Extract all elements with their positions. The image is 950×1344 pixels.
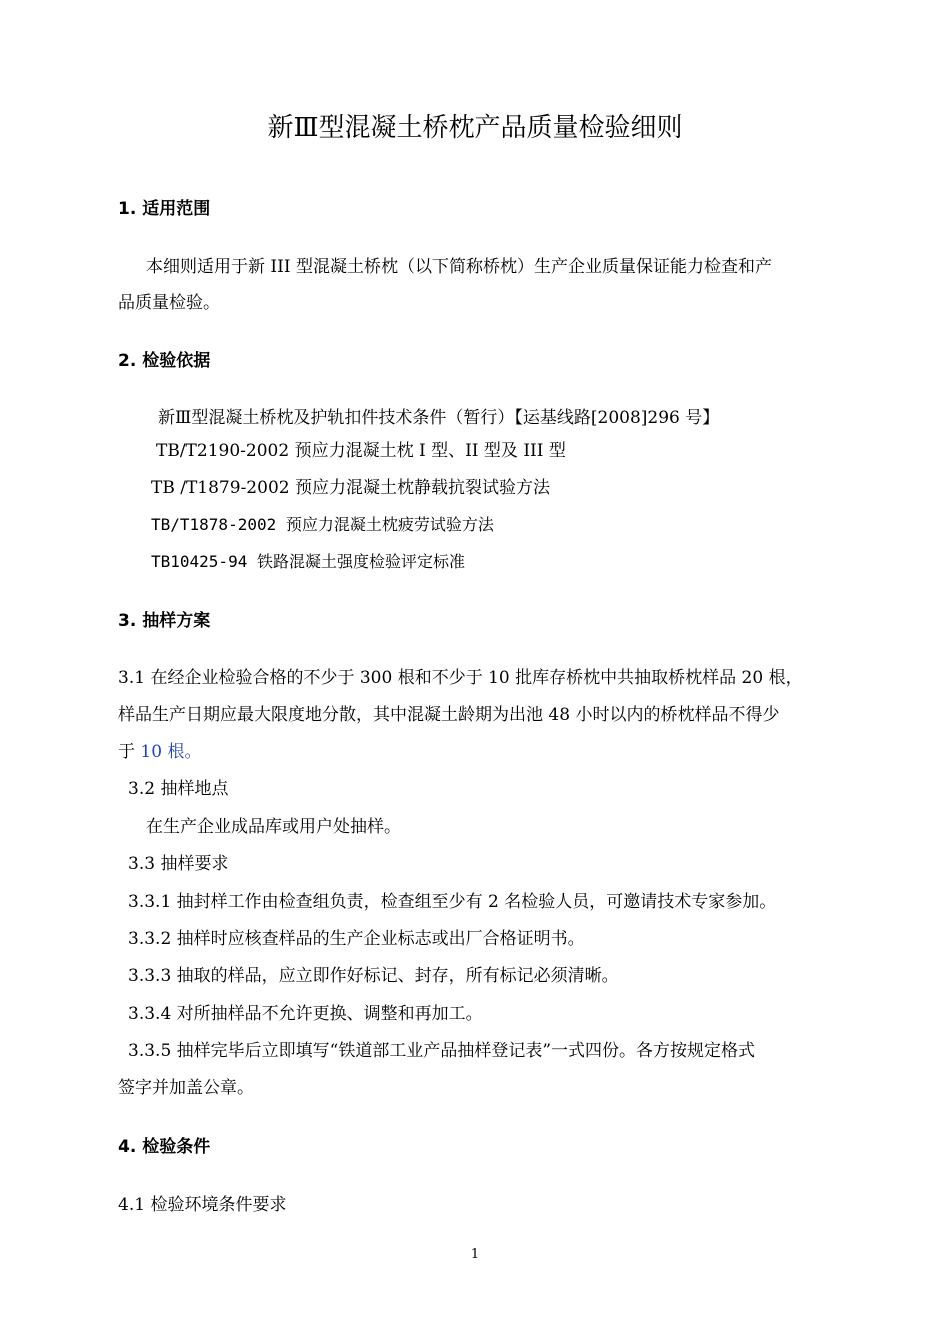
para-3-3-heading: 3.3 抽样要求	[128, 854, 229, 874]
para-3-1-line-2: 样品生产日期应最大限度地分散，其中混凝土龄期为出池 48 小时以内的桥枕样品不得少	[118, 705, 780, 725]
reference-3: TB /T1879-2002 预应力混凝土枕静载抗裂试验方法	[151, 478, 550, 498]
section-1-para-line-2: 品质量检验。	[118, 293, 220, 313]
para-3-1-line-3-prefix: 于	[118, 742, 141, 762]
para-3-1-highlight: 10 根。	[140, 742, 202, 762]
para-3-2-text: 在生产企业成品库或用户处抽样。	[146, 817, 401, 837]
para-3-1-line-3	[118, 741, 201, 763]
section-4-heading: 4. 检验条件	[118, 1137, 211, 1157]
section-2-heading: 2. 检验依据	[118, 351, 211, 371]
para-3-3-2: 3.3.2 抽样时应核查样品的生产企业标志或出厂合格证明书。	[128, 929, 585, 949]
document-title: 新Ⅲ型混凝土桥枕产品质量检验细则	[267, 113, 683, 143]
para-3-3-4: 3.3.4 对所抽样品不允许更换、调整和再加工。	[128, 1004, 483, 1024]
section-1-heading: 1. 适用范围	[118, 199, 211, 219]
section-3-heading: 3. 抽样方案	[118, 611, 211, 631]
para-4-1: 4.1 检验环境条件要求	[118, 1195, 287, 1215]
reference-2: TB/T2190-2002 预应力混凝土枕 I 型、II 型及 III 型	[156, 441, 566, 461]
reference-4: TB/T1878-2002 预应力混凝土枕疲劳试验方法	[151, 515, 494, 534]
para-3-3-5-line-2: 签字并加盖公章。	[118, 1078, 254, 1098]
section-1-para-line-1: 本细则适用于新 III 型混凝土桥枕（以下简称桥枕）生产企业质量保证能力检查和产	[146, 257, 772, 277]
para-3-1-line-1: 3.1 在经企业检验合格的不少于 300 根和不少于 10 批库存桥枕中共抽取桥枕样品 20 根，	[118, 668, 803, 688]
para-3-3-1: 3.3.1 抽封样工作由检查组负责，检查组至少有 2 名检验人员，可邀请技术专家参加。	[128, 892, 777, 912]
para-3-3-5-line-1: 3.3.5 抽样完毕后立即填写“铁道部工业产品抽样登记表”一式四份。各方按规定格式	[128, 1041, 756, 1061]
para-3-2-heading: 3.2 抽样地点	[128, 779, 229, 799]
reference-5: TB10425-94 铁路混凝土强度检验评定标准	[151, 552, 465, 571]
reference-1: 新Ⅲ型混凝土桥枕及护轨扣件技术条件（暂行）【运基线路[2008]296 号】	[158, 408, 720, 428]
para-3-3-3: 3.3.3 抽取的样品，应立即作好标记、封存，所有标记必须清晰。	[128, 966, 619, 986]
page-number: 1	[470, 1247, 480, 1262]
